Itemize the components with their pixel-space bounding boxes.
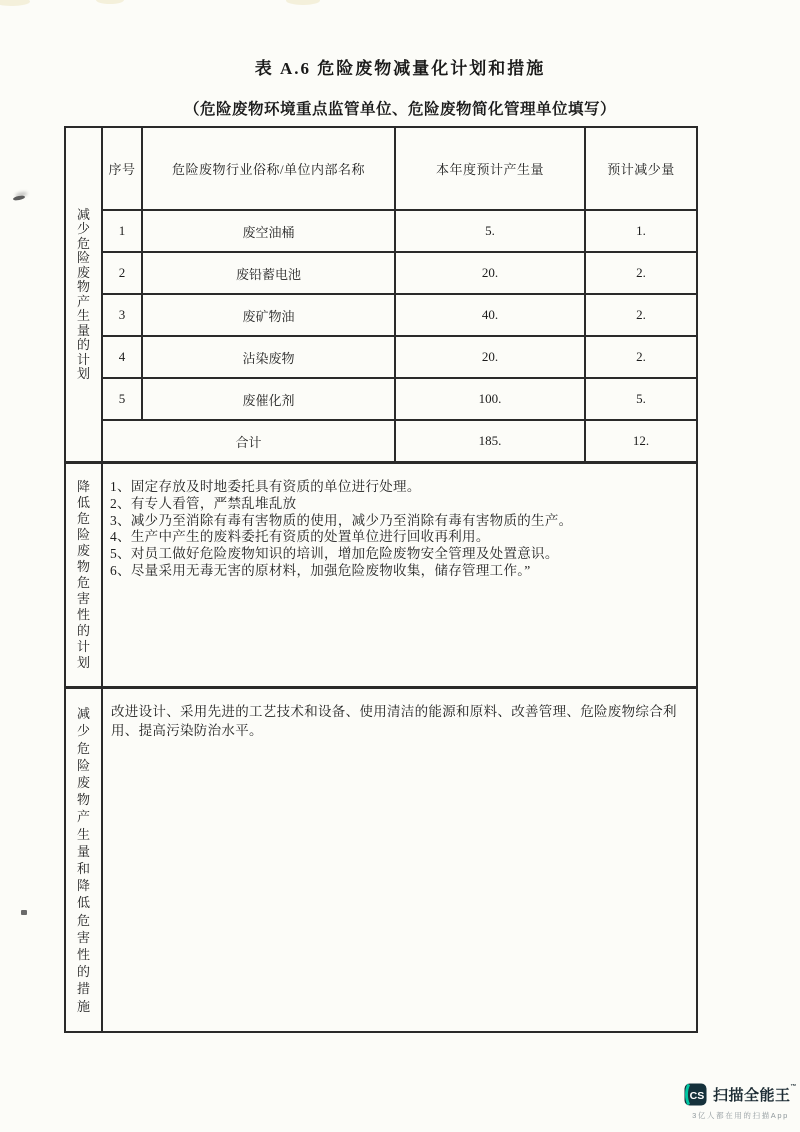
- row-name: 沾染废物: [143, 337, 396, 379]
- harm-reduction-list: [103, 464, 696, 686]
- row-produced: 100.: [396, 379, 586, 421]
- row-produced: 20.: [396, 337, 586, 379]
- list-item: 3、减少乃至消除有毒有害物质的使用，减少乃至消除有毒有害物质的生产。: [110, 512, 573, 528]
- row-produced: 20.: [396, 253, 586, 295]
- row-no: 4: [103, 337, 143, 379]
- header-cell-produced: 本年度预计产生量: [396, 128, 586, 211]
- scan-smudge: [286, 0, 320, 5]
- page-title: 表 A.6 危险废物减量化计划和措施: [254, 59, 546, 78]
- row-no: 2: [103, 253, 143, 295]
- total-reduced: 12.: [632, 433, 650, 448]
- row-produced: 5.: [396, 211, 586, 253]
- ink-speck: [21, 910, 27, 915]
- scan-smudge: [0, 0, 30, 6]
- badge-cs-text: CS: [689, 1089, 705, 1102]
- row-reduced: 2.: [586, 295, 696, 337]
- total-label: 合计: [103, 421, 396, 461]
- camscanner-badge-icon: [684, 1083, 707, 1106]
- row-name: 废铅蓄电池: [143, 253, 396, 295]
- row-no: 3: [103, 295, 143, 337]
- side-label-measures: 减 少 危 险 废 物 产 生 量 和 降 低 危 害 性 的 措 施: [66, 689, 103, 1031]
- camscanner-app-name: 扫描全能王™: [713, 1084, 798, 1104]
- row-reduced: 2.: [586, 253, 696, 295]
- row-reduced: 5.: [586, 379, 696, 421]
- list-item: 5、对员工做好危险废物知识的培训，增加危险废物安全管理及处置意识。: [110, 546, 559, 562]
- row-produced: 40.: [396, 295, 586, 337]
- row-reduced: 2.: [586, 337, 696, 379]
- section-harm-reduction-plan: [66, 461, 696, 686]
- list-item: 1、固定存放及时地委托具有资质的单位进行处理。: [110, 479, 421, 494]
- trademark-mark: ™: [790, 1084, 798, 1090]
- waste-table: [103, 128, 696, 461]
- header-cell-name: 危险废物行业俗称/单位内部名称: [143, 128, 396, 211]
- page-subtitle: （危险废物环境重点监管单位、危险废物简化管理单位填写）: [183, 101, 616, 118]
- row-no: 1: [103, 211, 143, 253]
- ink-speck: [13, 195, 26, 201]
- row-name: 废催化剂: [143, 379, 396, 421]
- header-cell-reduced: 预计减少量: [586, 128, 696, 211]
- camscanner-tagline: 3亿人都在用的扫描App: [692, 1111, 789, 1120]
- total-produced: 185.: [396, 421, 586, 461]
- row-name: 废空油桶: [143, 211, 396, 253]
- list-item: 6、尽量采用无毒无害的原材料，加强危险废物收集，储存管理工作。”: [110, 562, 531, 578]
- scan-smudge: [96, 0, 124, 4]
- side-label-harm-reduction: 降 低 危 险 废 物 危 害 性 的 计 划: [66, 464, 103, 686]
- row-name: 废矿物油: [143, 295, 396, 337]
- section-measures: [66, 686, 696, 1031]
- main-table: [64, 126, 698, 1033]
- measures-text: 改进设计、采用先进的工艺技术和设备、使用清洁的能源和原料、改善管理、危险废物综合利用、提高污染防治水平。: [111, 704, 677, 738]
- section-reduction-plan: [66, 128, 696, 461]
- header-cell-no: 序号: [103, 128, 143, 211]
- list-item: 4、生产中产生的废料委托有资质的处置单位进行回收再利用。: [110, 529, 490, 545]
- list-item: 2、有专人看管，严禁乱堆乱放: [110, 495, 297, 511]
- side-label-reduction-plan: 减 少 危 险 废 物 产 生 量 的 计 划: [66, 128, 103, 461]
- row-no: 5: [103, 379, 143, 421]
- camscanner-watermark: [684, 1083, 797, 1121]
- row-reduced: 1.: [586, 211, 696, 253]
